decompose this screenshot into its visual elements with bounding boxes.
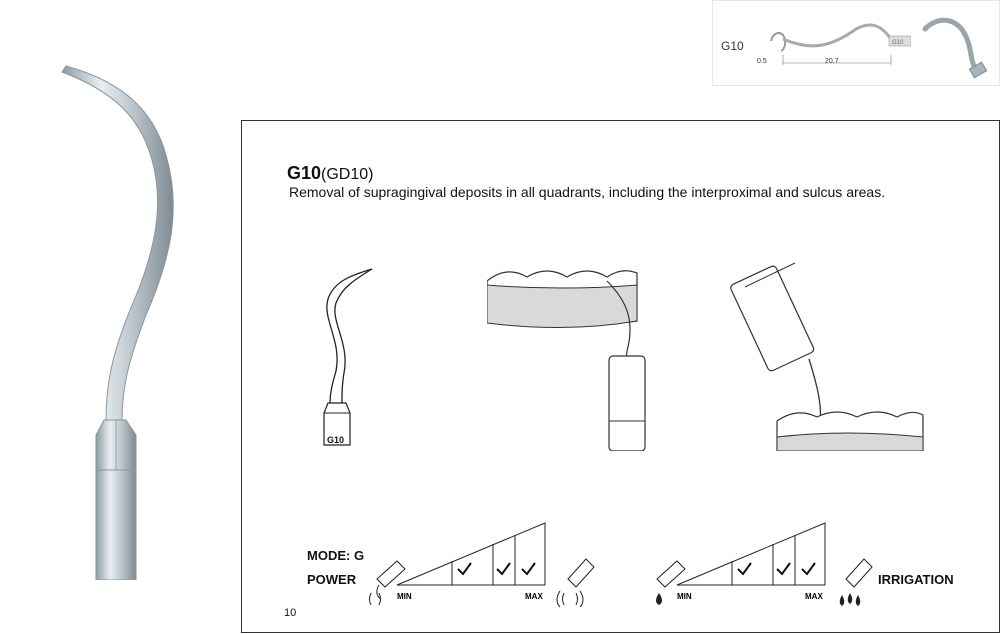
power-min-label: MIN bbox=[397, 592, 412, 601]
water-drop-icon bbox=[656, 593, 662, 605]
mode-label: MODE: G bbox=[307, 548, 365, 563]
handpiece-icon bbox=[568, 559, 594, 587]
handpiece-icon bbox=[846, 559, 872, 587]
irrigation-max-label: MAX bbox=[805, 592, 823, 601]
irrigation-label: IRRIGATION bbox=[878, 572, 954, 587]
spec-dimension-a: 0.5 bbox=[757, 58, 767, 65]
vibration-icon bbox=[370, 593, 381, 605]
tip-line-drawing bbox=[302, 261, 382, 461]
spec-model-label: G10 bbox=[721, 39, 744, 53]
vibration-icon bbox=[557, 591, 583, 607]
spec-tip-photo bbox=[919, 7, 999, 81]
spec-engraving: G10 bbox=[892, 40, 904, 46]
irrigation-scale bbox=[647, 519, 837, 609]
irrigation-max-icon bbox=[834, 529, 874, 609]
spec-dimension-b: 20.7 bbox=[825, 58, 839, 65]
spec-strip bbox=[712, 0, 1000, 86]
handpiece-teeth-drawing bbox=[727, 241, 927, 451]
lower-teeth-drawing bbox=[487, 261, 647, 451]
model-name: G10 bbox=[287, 163, 322, 183]
power-max-icon bbox=[554, 529, 604, 609]
drawing-engraving: G10 bbox=[327, 435, 345, 445]
model-sub-name: (GD10) bbox=[321, 166, 374, 183]
page-number: 10 bbox=[284, 607, 297, 619]
power-max-label: MAX bbox=[525, 592, 543, 601]
water-drop-icon bbox=[840, 593, 861, 606]
irrigation-min-label: MIN bbox=[677, 592, 692, 601]
model-title bbox=[287, 163, 373, 184]
power-label: POWER bbox=[307, 572, 357, 587]
power-scale bbox=[367, 519, 557, 609]
instruction-card bbox=[241, 120, 1000, 633]
scaler-tip-photo bbox=[40, 60, 220, 580]
description-text: Removal of supragingival deposits in all quadrants, including the interproximal and sulcus areas. bbox=[289, 184, 886, 200]
